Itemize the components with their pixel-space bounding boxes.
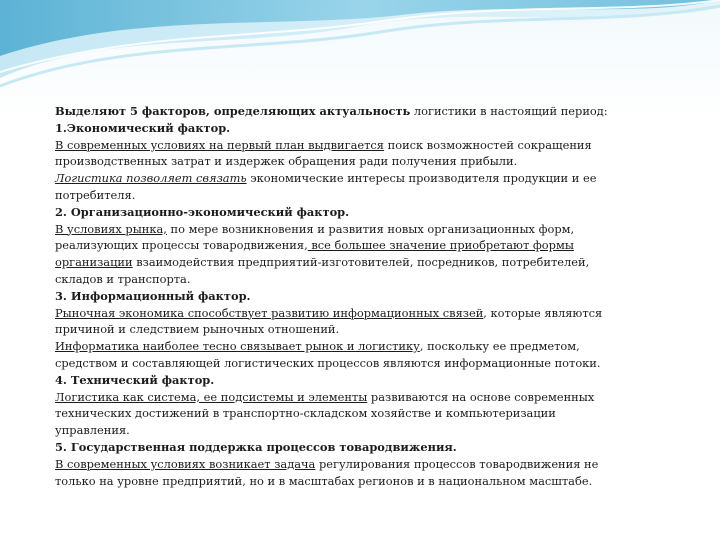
factor-3-line: причиной и следствием рыночных отношений.: [55, 322, 340, 337]
factor-2-line: складов и транспорта.: [55, 271, 191, 286]
slide-text-block: [55, 103, 608, 489]
wave-header-decoration: [0, 0, 720, 95]
factor-5-title: 5. Государственная поддержка процессов товародвижения.: [55, 439, 457, 454]
intro-rest: логистики в настоящий период:: [410, 104, 608, 118]
factor-2-line: организации взаимодействия предприятий-изготовителей, посредников, потребителей,: [55, 255, 590, 270]
factor-1-title: 1.Экономический фактор.: [55, 120, 231, 135]
factor-1-line: В современных условиях на первый план выдвигается поиск возможностей сокращения: [55, 137, 592, 152]
factor-4-line: управления.: [55, 423, 130, 438]
intro-line: [55, 103, 608, 120]
factor-2-line: В условиях рынка, по мере возникновения и развития новых организационных форм,: [55, 221, 575, 236]
factor-4-line: технических достижений в транспортно-складском хозяйстве и компьютеризации: [55, 406, 556, 421]
factor-3-title: 3. Информационный фактор.: [55, 288, 251, 303]
factor-2-line: реализующих процессы товародвижения, все большее значение приобретают формы: [55, 238, 574, 253]
factor-1-line: Логистика позволяет связать экономические интересы производителя продукции и ее: [55, 171, 597, 186]
factor-2-title: 2. Организационно-экономический фактор.: [55, 204, 350, 219]
intro-bold: Выделяют 5 факторов, определяющих актуальность: [55, 104, 411, 118]
factor-3-line: Информатика наиболее тесно связывает рынок и логистику, поскольку ее предметом,: [55, 339, 580, 354]
factor-4-title: 4. Технический фактор.: [55, 372, 215, 387]
factor-5-line: только на уровне предприятий, но и в масштабах регионов и в национальном масштабе.: [55, 473, 593, 488]
factor-1-line: производственных затрат и издержек обращения ради получения прибыли.: [55, 154, 518, 169]
factor-4-line: Логистика как система, ее подсистемы и элементы развиваются на основе современных: [55, 389, 595, 404]
factor-3-line: средством и составляющей логистических процессов являются информационные потоки.: [55, 355, 601, 370]
factor-5-line: В современных условиях возникает задача регулирования процессов товародвижения не: [55, 456, 599, 471]
factor-1-line: потребителя.: [55, 187, 136, 202]
factor-3-line: Рыночная экономика способствует развитию информационных связей, которые являются: [55, 305, 603, 320]
